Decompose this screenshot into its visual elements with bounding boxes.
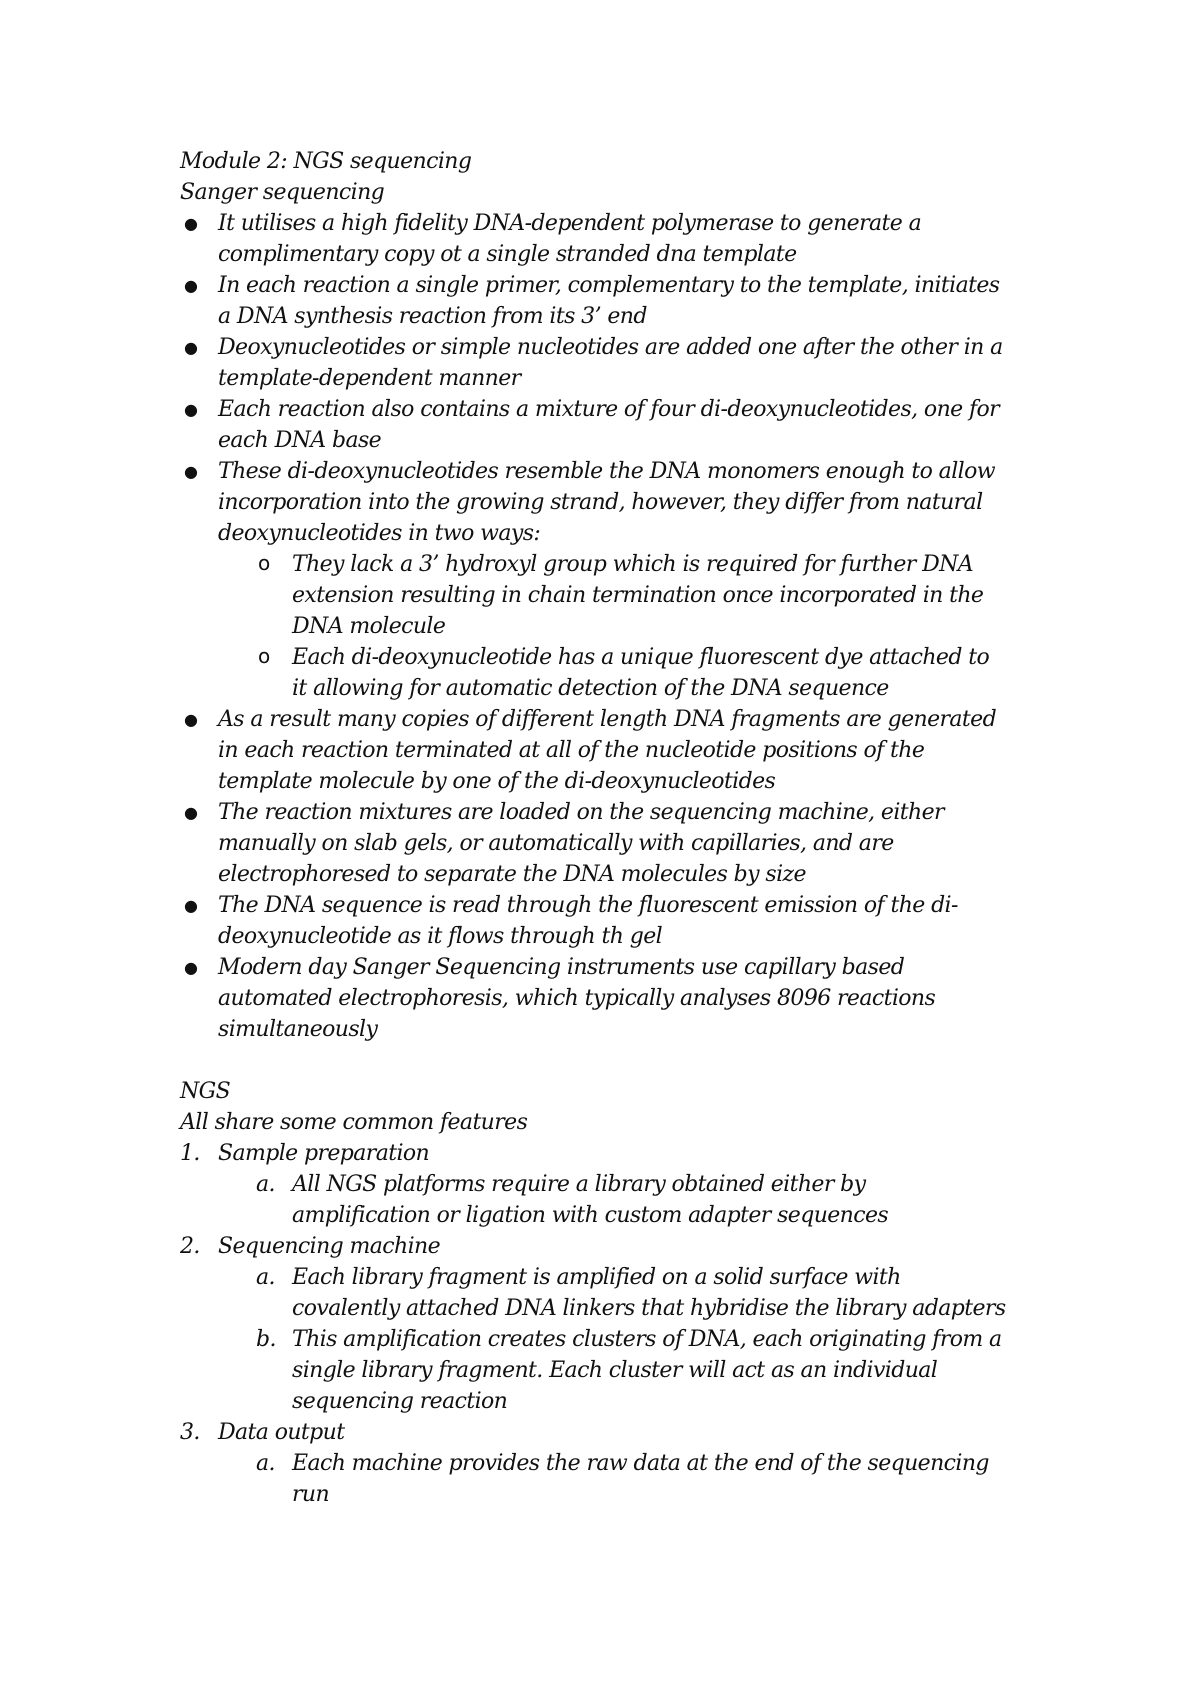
- lettered-item: [180, 1324, 1060, 1417]
- text-line: Each machine provides the raw data at the end of the sequencing: [292, 1451, 989, 1476]
- text-line: sequencing reaction: [292, 1389, 508, 1414]
- module-title: Module 2: NGS sequencing: [180, 149, 472, 174]
- sanger-heading: Sanger sequencing: [180, 180, 385, 205]
- text-line: deoxynucleotide as it flows through th gel: [218, 924, 663, 949]
- bullet-item: [180, 394, 1060, 456]
- item-number: 2.: [180, 1234, 200, 1259]
- text-line: automated electrophoresis, which typically analyses 8096 reactions: [218, 986, 936, 1011]
- text-line: Each di-deoxynucleotide has a unique fluorescent dye attached to: [292, 645, 990, 670]
- bullet-item: [180, 890, 1060, 952]
- ngs-intro: All share some common features: [180, 1110, 528, 1135]
- item-letter: b.: [256, 1327, 276, 1352]
- bullet-item: [180, 332, 1060, 394]
- lettered-item: [180, 1262, 1060, 1324]
- item-label: Sequencing machine: [218, 1234, 441, 1259]
- bullet-icon: ●: [184, 400, 198, 419]
- lettered-item: [180, 1448, 1060, 1510]
- item-label: Sample preparation: [218, 1141, 430, 1166]
- section-spacer: [180, 1045, 1060, 1076]
- text-line: manually on slab gels, or automatically with capillaries, and are: [218, 831, 894, 856]
- text-line: The DNA sequence is read through the fluorescent emission of the di-: [218, 893, 958, 918]
- text-line: each DNA base: [218, 428, 382, 453]
- item-label: Data output: [218, 1420, 345, 1445]
- hollow-bullet-icon: o: [258, 551, 270, 575]
- text-line: DNA molecule: [292, 614, 446, 639]
- text-line: All NGS platforms require a library obtained either by: [292, 1172, 866, 1197]
- bullet-item: [180, 797, 1060, 890]
- bullet-item: [180, 270, 1060, 332]
- bullet-item: [180, 704, 1060, 797]
- text-line: a DNA synthesis reaction from its 3’ end: [218, 304, 647, 329]
- bullet-icon: ●: [184, 710, 198, 729]
- text-line: In each reaction a single primer, complementary to the template, initiates: [218, 273, 1000, 298]
- sub-bullet-item: [180, 549, 1060, 642]
- item-letter: a.: [256, 1451, 275, 1476]
- sanger-bullet-list: [180, 208, 1060, 1045]
- text-line: template molecule by one of the di-deoxynucleotides: [218, 769, 776, 794]
- text-line: Each reaction also contains a mixture of four di-deoxynucleotides, one for: [218, 397, 1000, 422]
- text-line: incorporation into the growing strand, however, they differ from natural: [218, 490, 983, 515]
- text-line: covalently attached DNA linkers that hybridise the library adapters: [292, 1296, 1006, 1321]
- item-letter: a.: [256, 1172, 275, 1197]
- bullet-icon: ●: [184, 338, 198, 357]
- document-page: [180, 146, 1060, 1510]
- bullet-icon: ●: [184, 958, 198, 977]
- text-line: This amplification creates clusters of DNA, each originating from a: [292, 1327, 1002, 1352]
- numbered-item: [180, 1231, 1060, 1262]
- ngs-numbered-list: [180, 1138, 1060, 1510]
- sub-bullet-item: [180, 642, 1060, 704]
- text-line: simultaneously: [218, 1017, 378, 1042]
- item-number: 3.: [180, 1420, 200, 1445]
- bullet-icon: ●: [184, 214, 198, 233]
- text-line: It utilises a high fidelity DNA-dependent polymerase to generate a: [218, 211, 922, 236]
- bullet-icon: ●: [184, 462, 198, 481]
- text-line: These di-deoxynucleotides resemble the DNA monomers enough to allow: [218, 459, 995, 484]
- numbered-item: [180, 1138, 1060, 1169]
- numbered-item: [180, 1417, 1060, 1448]
- bullet-item: [180, 952, 1060, 1045]
- text-line: extension resulting in chain termination once incorporated in the: [292, 583, 984, 608]
- text-line: it allowing for automatic detection of the DNA sequence: [292, 676, 889, 701]
- text-line: Modern day Sanger Sequencing instruments use capillary based: [218, 955, 905, 980]
- text-line: Each library fragment is amplified on a solid surface with: [292, 1265, 901, 1290]
- item-letter: a.: [256, 1265, 275, 1290]
- text-line: in each reaction terminated at all of the nucleotide positions of the: [218, 738, 925, 763]
- bullet-item: [180, 456, 1060, 549]
- bullet-icon: ●: [184, 276, 198, 295]
- bullet-icon: ●: [184, 896, 198, 915]
- item-number: 1.: [180, 1141, 200, 1166]
- text-line: run: [292, 1482, 330, 1507]
- text-line: Deoxynucleotides or simple nucleotides are added one after the other in a: [218, 335, 1003, 360]
- bullet-item: [180, 208, 1060, 270]
- text-line: deoxynucleotides in two ways:: [218, 521, 541, 546]
- text-line: As a result many copies of different length DNA fragments are generated: [218, 707, 997, 732]
- text-line: amplification or ligation with custom adapter sequences: [292, 1203, 889, 1228]
- text-line: template-dependent manner: [218, 366, 521, 391]
- bullet-icon: ●: [184, 803, 198, 822]
- text-line: single library fragment. Each cluster will act as an individual: [292, 1358, 938, 1383]
- text-line: They lack a 3’ hydroxyl group which is required for further DNA: [292, 552, 974, 577]
- text-line: The reaction mixtures are loaded on the sequencing machine, either: [218, 800, 944, 825]
- ngs-heading: NGS: [180, 1079, 231, 1104]
- hollow-bullet-icon: o: [258, 644, 270, 668]
- text-line: complimentary copy ot a single stranded dna template: [218, 242, 797, 267]
- lettered-item: [180, 1169, 1060, 1231]
- text-line: electrophoresed to separate the DNA molecules by size: [218, 862, 806, 887]
